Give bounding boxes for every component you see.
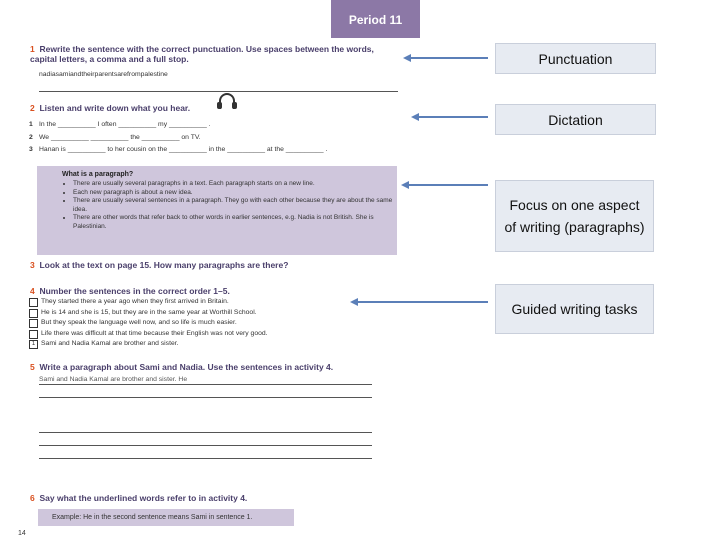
section-2-instruction (30, 103, 190, 113)
section-6-number: 6 (30, 493, 35, 503)
paragraph-first-line: Sami and Nadia Kamal are brother and sister. He (39, 376, 188, 383)
section-6-instruction (30, 493, 247, 503)
answer-line (39, 91, 398, 92)
section-2-text: Listen and write down what you hear. (39, 103, 191, 113)
dictation-line-3: 3 Hanan is __________ to her cousin on the __________ in the __________ at the __________ . (29, 146, 328, 153)
page-number: 14 (18, 530, 26, 537)
section-5-instruction (30, 362, 333, 372)
order-box[interactable] (29, 319, 38, 328)
info-box-title: What is a paragraph? (62, 171, 134, 178)
info-bullet: • Each new paragraph is about a new idea. (73, 189, 397, 198)
period-header: Period 11 (331, 0, 420, 38)
arrow-left-icon (403, 54, 411, 62)
section-4-instruction (30, 286, 230, 296)
arrow-line (418, 116, 488, 118)
order-box[interactable] (29, 330, 38, 339)
info-bullet: • There are usually several sentences in a paragraph. They go with each other because they are about the same idea. (73, 197, 397, 214)
callout-dictation: Dictation (495, 104, 656, 135)
arrow-line (410, 57, 488, 59)
ordering-item: 1 Sami and Nadia Kamal are brother and sister. (29, 340, 389, 349)
info-bullet: • There are other words that refer back to other words in earlier sentences, e.g. Nadia is not British. She is Palestinian. (73, 214, 397, 231)
arrow-left-icon (401, 181, 409, 189)
ordering-item: But they speak the language well now, and so life is much easier. (29, 319, 389, 328)
section-3-number: 3 (30, 260, 35, 270)
paragraph-info-box (37, 166, 397, 255)
dictation-lines (29, 121, 409, 155)
writing-line[interactable] (39, 458, 372, 459)
arrow-left-icon (411, 113, 419, 121)
writing-line[interactable] (39, 397, 372, 398)
section-1-number: 1 (30, 44, 35, 54)
info-bullet: • There are usually several paragraphs in a text. Each paragraph starts on a new line. (73, 180, 397, 189)
example-box: Example: He in the second sentence means Sami in sentence 1. (38, 509, 294, 526)
section-3-text: Look at the text on page 15. How many paragraphs are there? (39, 260, 289, 270)
ordering-item: Life there was difficult at that time because their English was not very good. (29, 330, 389, 339)
headphones-icon (217, 93, 237, 113)
writing-line[interactable] (39, 432, 372, 433)
section-6-text: Say what the underlined words refer to in activity 4. (39, 493, 248, 503)
section-3-instruction (30, 260, 288, 270)
section-1-text: Rewrite the sentence with the correct punctuation. Use spaces between the words, capital letters, a comma and a full stop. (30, 44, 374, 64)
section-5-text: Write a paragraph about Sami and Nadia. Use the sentences in activity 4. (39, 362, 334, 372)
writing-line[interactable] (39, 384, 372, 385)
callout-punctuation: Punctuation (495, 43, 656, 74)
order-box[interactable]: 1 (29, 340, 38, 349)
section-2-number: 2 (30, 103, 35, 113)
callout-guided: Guided writing tasks (495, 284, 654, 334)
order-box[interactable] (29, 309, 38, 318)
ordering-item: He is 14 and she is 15, but they are in the same year at Worthill School. (29, 309, 389, 318)
dictation-line-2: 2 We __________ __________ the __________ on TV. (29, 133, 201, 141)
section-1-instruction (30, 44, 400, 64)
section-4-text: Number the sentences in the correct order 1–5. (39, 286, 230, 296)
arrow-line (357, 301, 488, 303)
section-1-sentence: nadiasamiandtheirparentsarefrompalestine (39, 71, 168, 78)
ordering-item: They started there a year ago when they first arrived in Britain. (29, 298, 389, 307)
dictation-line-1: 1 In the __________ I often __________ my __________ . (29, 121, 211, 128)
order-box[interactable] (29, 298, 38, 307)
writing-line[interactable] (39, 445, 372, 446)
section-5-number: 5 (30, 362, 35, 372)
arrow-left-icon (350, 298, 358, 306)
ordering-list (29, 298, 389, 349)
section-4-number: 4 (30, 286, 35, 296)
arrow-line (408, 184, 488, 186)
callout-focus: Focus on one aspect of writing (paragraphs) (495, 180, 654, 252)
